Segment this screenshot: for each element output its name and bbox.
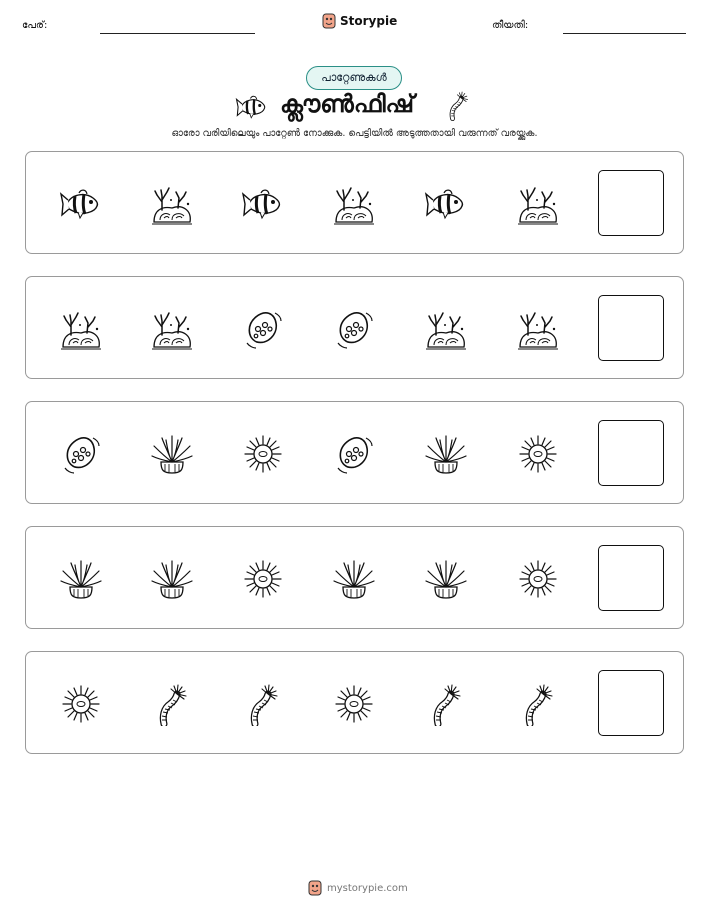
tube-worm-icon: [150, 682, 194, 726]
pattern-row: [25, 526, 684, 629]
topic-badge: പാറ്റേണുകൾ: [306, 66, 402, 90]
sea-urchin-icon: [241, 432, 285, 476]
answer-box[interactable]: [598, 545, 664, 611]
answer-box[interactable]: [598, 420, 664, 486]
date-label: തീയതി:: [492, 20, 529, 31]
name-field[interactable]: [100, 33, 255, 34]
anemone-icon: [150, 557, 194, 601]
pattern-row: [25, 151, 684, 254]
footer: [308, 880, 408, 896]
instructions: ഓരോ വരിയിലെയും പാറ്റേൺ നോക്കുക. പെട്ടിയിൽ അടുത്തതായി വരുന്നത് വരയ്ക്കുക.: [171, 128, 538, 139]
tube-worm-icon: [424, 682, 468, 726]
coral-icon: [516, 182, 560, 226]
anemone-icon: [150, 432, 194, 476]
sea-urchin-icon: [332, 682, 376, 726]
tube-worm-icon: [443, 88, 473, 122]
sponge-icon: [59, 432, 103, 476]
sea-urchin-icon: [59, 682, 103, 726]
storypie-mascot-icon: [308, 880, 322, 896]
date-field[interactable]: [563, 33, 686, 34]
coral-icon: [332, 182, 376, 226]
answer-box[interactable]: [598, 295, 664, 361]
brand-logo: [322, 13, 397, 29]
answer-box[interactable]: [598, 670, 664, 736]
sea-urchin-icon: [516, 557, 560, 601]
pattern-row: [25, 276, 684, 379]
brand-name: Storypie: [340, 14, 398, 28]
sponge-icon: [241, 307, 285, 351]
tube-worm-icon: [516, 682, 560, 726]
pattern-row: [25, 651, 684, 754]
footer-url: mystorypie.com: [327, 882, 408, 894]
sponge-icon: [332, 432, 376, 476]
coral-icon: [516, 307, 560, 351]
anemone-icon: [424, 432, 468, 476]
name-label: പേര്:: [22, 20, 48, 31]
coral-icon: [59, 307, 103, 351]
pattern-row: [25, 401, 684, 504]
sea-urchin-icon: [516, 432, 560, 476]
tube-worm-icon: [241, 682, 285, 726]
anemone-icon: [332, 557, 376, 601]
sea-urchin-icon: [241, 557, 285, 601]
answer-box[interactable]: [598, 170, 664, 236]
storypie-mascot-icon: [322, 13, 336, 29]
coral-icon: [150, 307, 194, 351]
anemone-icon: [59, 557, 103, 601]
coral-icon: [150, 182, 194, 226]
clownfish-icon: [59, 182, 103, 226]
anemone-icon: [424, 557, 468, 601]
clownfish-icon: [241, 182, 285, 226]
clownfish-icon: [424, 182, 468, 226]
coral-icon: [424, 307, 468, 351]
title-row: [0, 90, 709, 122]
clownfish-icon: [235, 90, 269, 124]
sponge-icon: [332, 307, 376, 351]
page-title: ക്ലൗൺഫിഷ്: [280, 90, 415, 118]
